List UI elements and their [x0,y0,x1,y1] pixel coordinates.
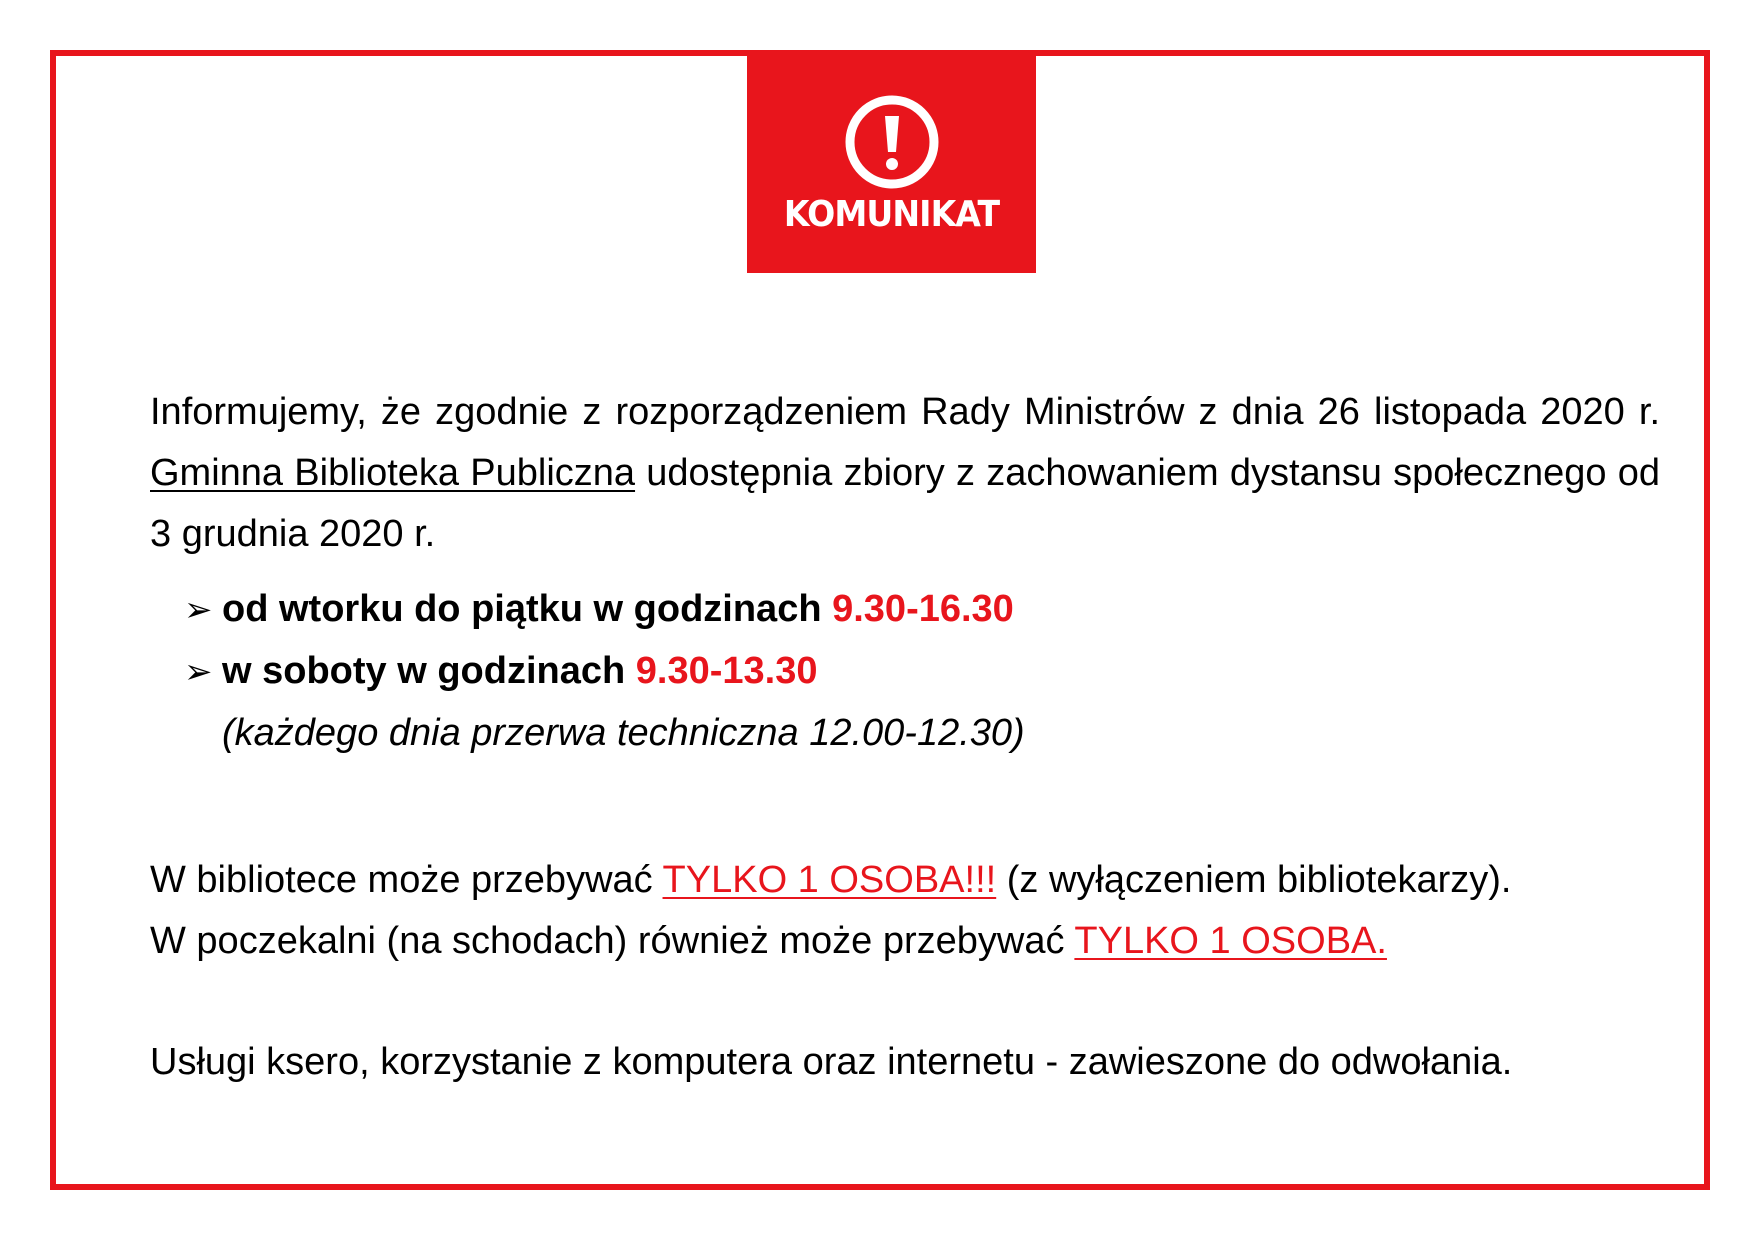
hours-time: 9.30-16.30 [832,588,1014,630]
rule-line-1 [150,850,1660,911]
list-item [184,641,1660,703]
exclamation-circle-icon [842,92,942,192]
break-note: (każdego dnia przerwa techniczna 12.00-12.30) [222,712,1025,754]
notice-body [150,382,1660,1093]
arrow-bullet-icon: ➢ [184,653,213,691]
services-note: Usługi ksero, korzystanie z komputera oraz internetu - zawieszone do odwołania. [150,1041,1513,1083]
intro-paragraph [150,382,1660,565]
opening-hours-list [184,579,1660,703]
library-name: Gminna Biblioteka Publiczna [150,452,636,494]
hours-label: w soboty w godzinach [222,650,626,692]
arrow-bullet-icon: ➢ [184,591,213,629]
intro-text-part1: Informujemy, że zgodnie z rozporządzeniem Rady Ministrów z dnia 26 listopada 2020 r. [150,391,1660,433]
hours-time: 9.30-13.30 [635,650,818,692]
rule-2-highlight: TYLKO 1 OSOBA. [1074,920,1387,962]
rule-1-suffix: (z wyłączeniem bibliotekarzy). [1006,859,1512,901]
list-item [184,579,1660,641]
announcement-badge [747,56,1036,273]
rule-line-2 [150,911,1660,972]
rule-1-text: W bibliotece może przebywać [150,859,653,901]
badge-label: KOMUNIKAT [783,194,1000,235]
rule-1-highlight: TYLKO 1 OSOBA!!! [662,859,997,901]
hours-label: od wtorku do piątku w godzinach [222,588,822,630]
intro-text-part2: udostępnia zbiory z zachowaniem dystansu społecznego od 3 grudnia 2020 r. [150,452,1661,555]
rule-2-text: W poczekalni (na schodach) również może przebywać [150,920,1065,962]
